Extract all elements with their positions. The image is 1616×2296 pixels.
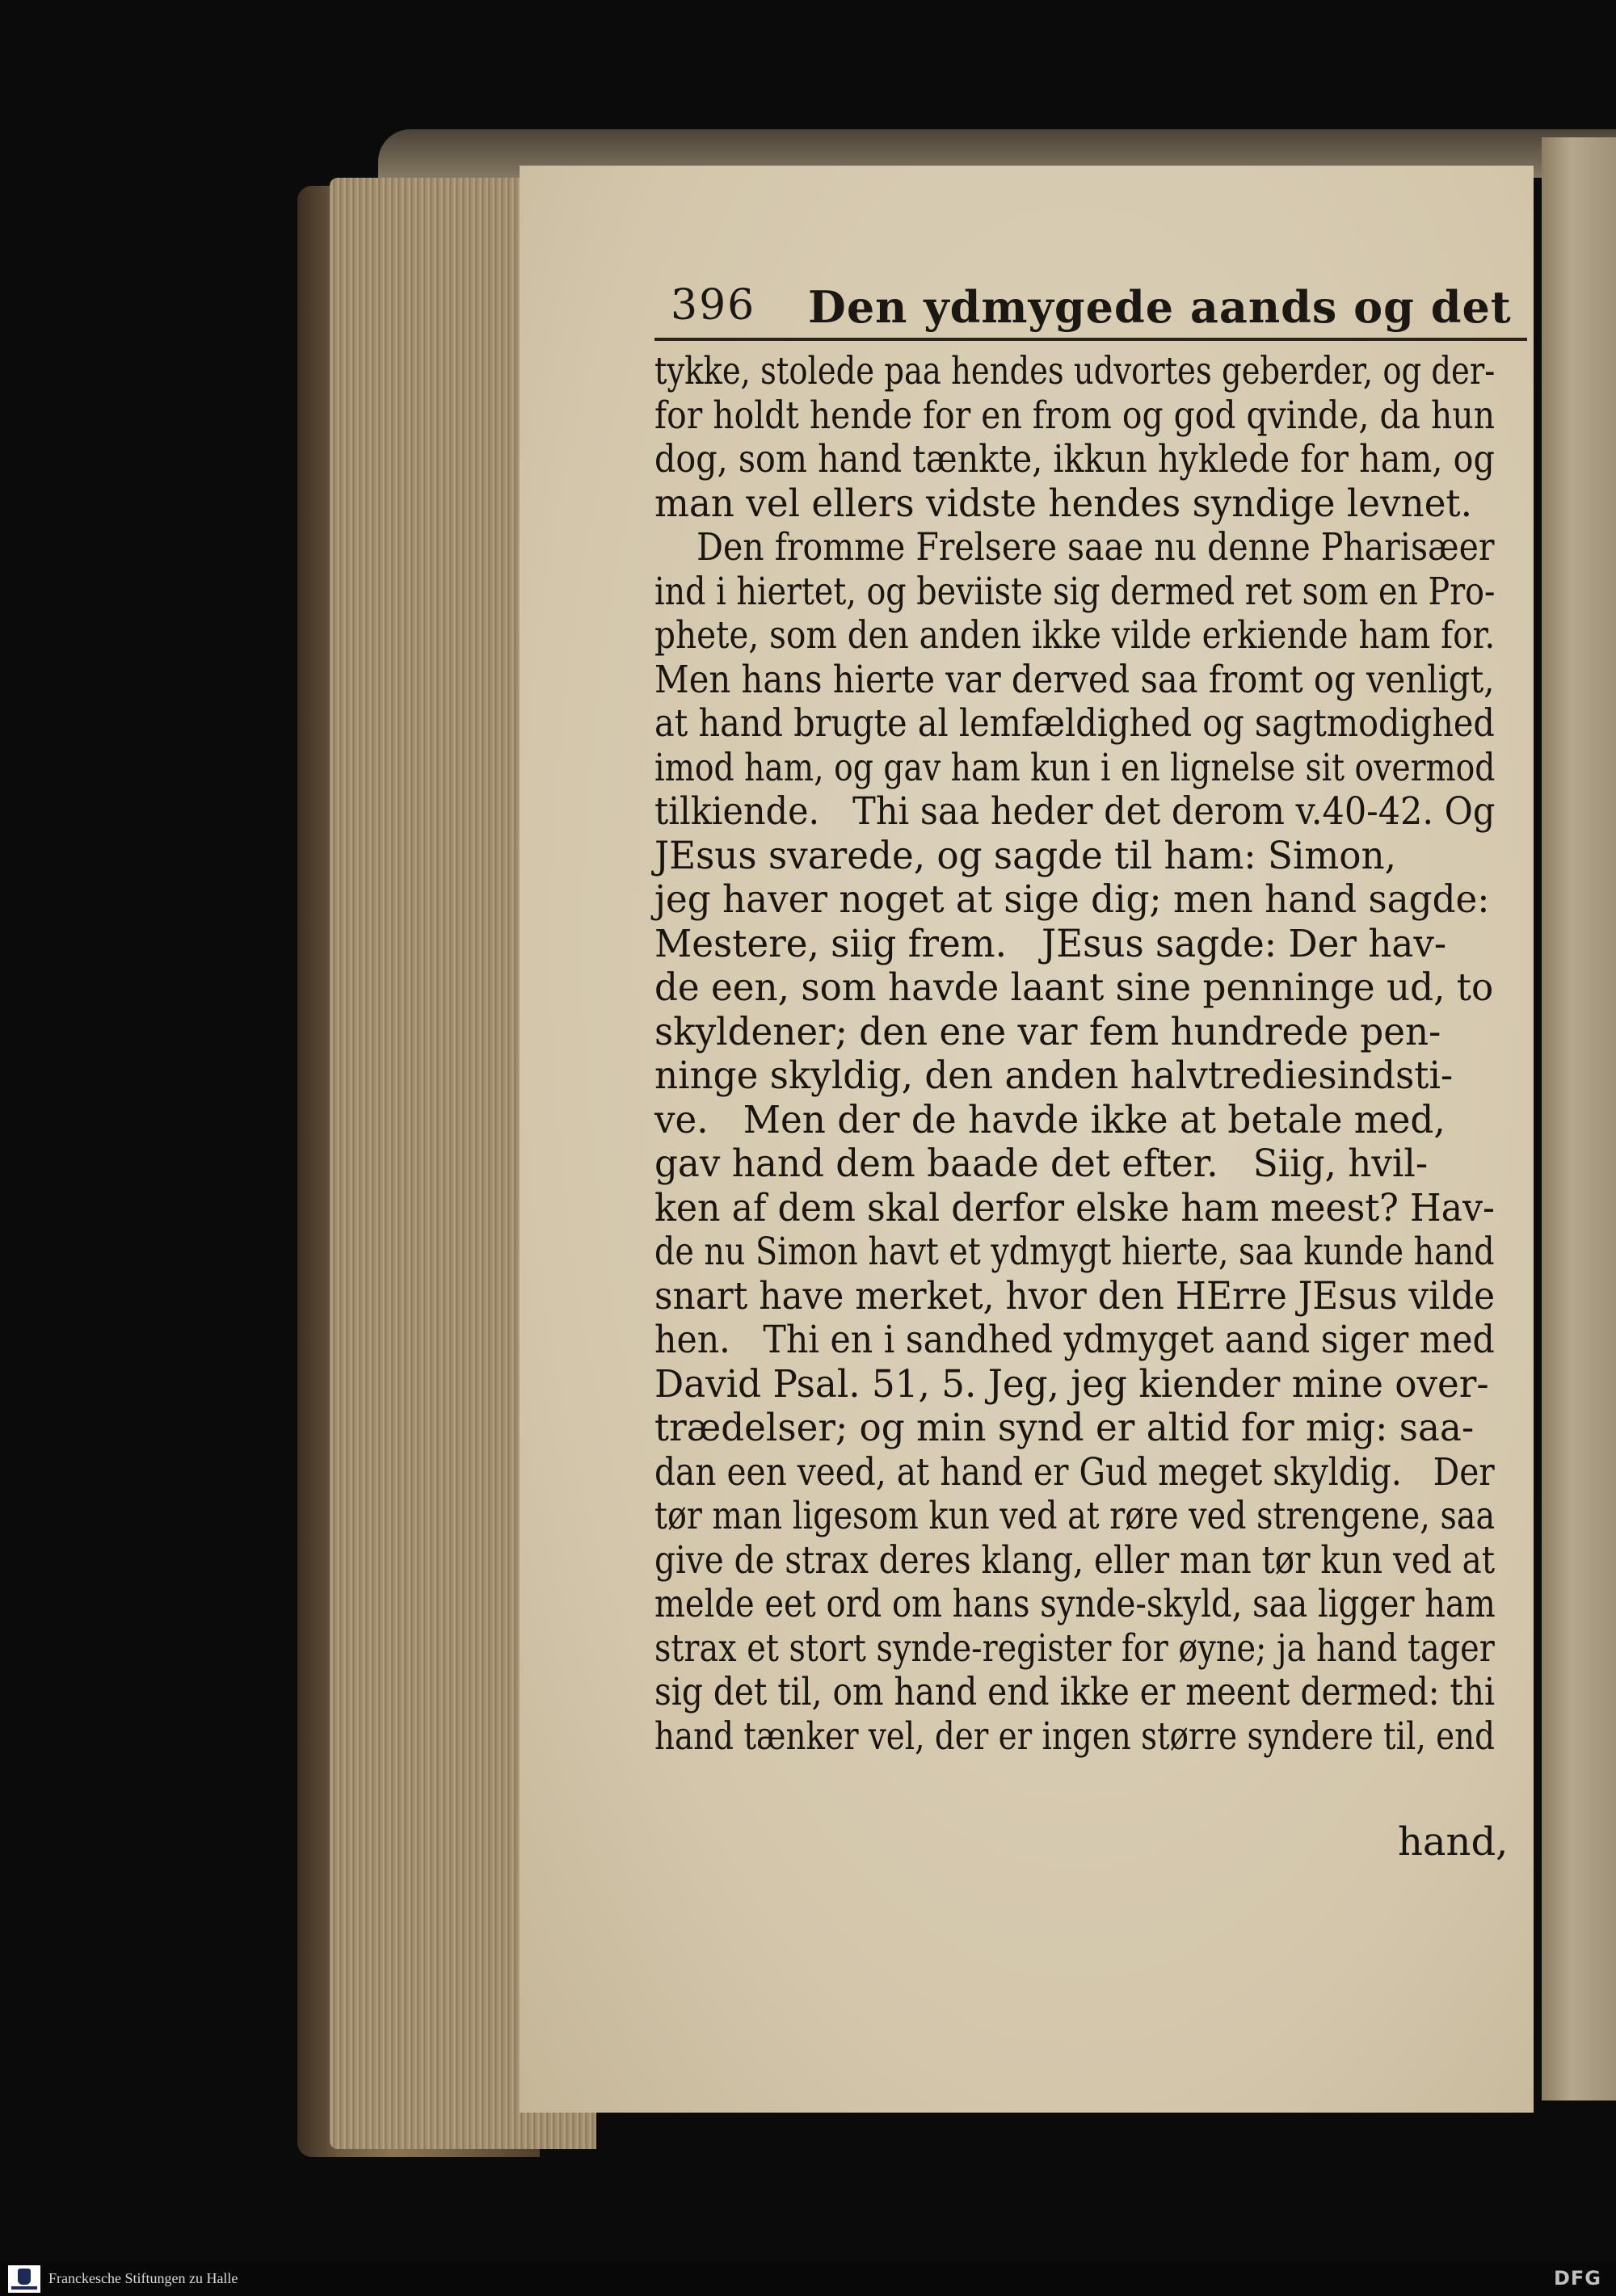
text-line: phete, som den anden ikke vilde erkiende ham for. [654,613,1496,657]
text-line: ve. Men der de havde ikke at betale med, [654,1097,1446,1142]
text-line: dog, som hand tænkte, ikkun hyklede for ham, og [654,437,1495,481]
text-line: tykke, stolede paa hendes udvortes geberder, og der- [654,349,1496,393]
text-line: ken af dem skal derfor elske ham meest? Hav- [654,1185,1495,1230]
dfg-logo: DFG [1553,2267,1601,2290]
catchword: hand, [1398,1819,1509,1865]
text-line: ind i hiertet, og beviiste sig dermed ret som en Pro- [654,569,1496,613]
text-line: imod ham, og gav ham kun i en lignelse sit overmod [654,745,1496,789]
head-rule [654,338,1527,341]
viewer-footer [0,2262,1616,2296]
facing-page-sliver [1542,137,1616,2100]
text-line: trædelser; og min synd er altid for mig: saa- [654,1406,1475,1449]
text-line: JEsus svarede, og sagde til ham: Simon, [654,833,1396,877]
logo-strip [11,2286,37,2290]
page-number: 396 [671,281,756,330]
text-line: hand tænker vel, der er ingen større syndere til, end [654,1714,1496,1758]
text-line: sig det til, om hand end ikke er meent dermed: thi [654,1670,1495,1714]
institution-logo [8,2265,40,2293]
text-line: jeg haver noget at sige dig; men hand sagde: [654,877,1490,921]
text-line: for holdt hende for en from og god qvinde, da hun [654,393,1496,437]
body-text [654,349,1519,1758]
text-line: de nu Simon havt et ydmygt hierte, saa kunde hand [654,1230,1495,1273]
institution-name: Franckesche Stiftungen zu Halle [48,2270,238,2286]
text-line: de een, som havde laant sine penninge ud, to [654,965,1494,1009]
text-line: Den fromme Frelsere saae nu denne Pharisæer [654,525,1495,569]
text-line: snart have merket, hvor den HErre JEsus vilde [654,1273,1496,1318]
text-line: at hand brugte al lemfældighed og sagtmodighed [654,701,1495,745]
text-line: Mestere, siig frem. JEsus sagde: Der hav- [654,921,1447,965]
running-head-title: Den ydmygede aands og det [808,281,1512,333]
text-line: tilkiende. Thi saa heder det derom v.40-42. Og [654,789,1496,833]
text-line: dan een veed, at hand er Gud meget skyldig. Der [654,1449,1495,1494]
text-line: melde eet ord om hans synde-skyld, saa ligger ham [654,1582,1496,1625]
text-line: ninge skyldig, den anden halvtrediesindsti- [654,1053,1454,1097]
text-line: give de strax deres klang, eller man tør kun ved at [654,1537,1496,1582]
text-line: Men hans hierte var derved saa fromt og venligt, [654,657,1495,701]
text-line: strax et stort synde-register for øyne; ja hand tager [654,1625,1495,1670]
text-line: man vel ellers vidste hendes syndige levnet. [654,481,1472,525]
running-head [654,275,1527,331]
text-line: hen. Thi en i sandhed ydmyget aand siger med [654,1318,1495,1361]
text-line: skyldener; den ene var fem hundrede pen- [654,1009,1441,1053]
logo-emblem-icon [18,2269,31,2285]
text-line: tør man ligesom kun ved at røre ved strengene, saa [654,1494,1496,1537]
text-line: gav hand dem baade det efter. Siig, hvil- [654,1142,1429,1185]
text-line: David Psal. 51, 5. Jeg, jeg kiender mine over- [654,1361,1489,1406]
